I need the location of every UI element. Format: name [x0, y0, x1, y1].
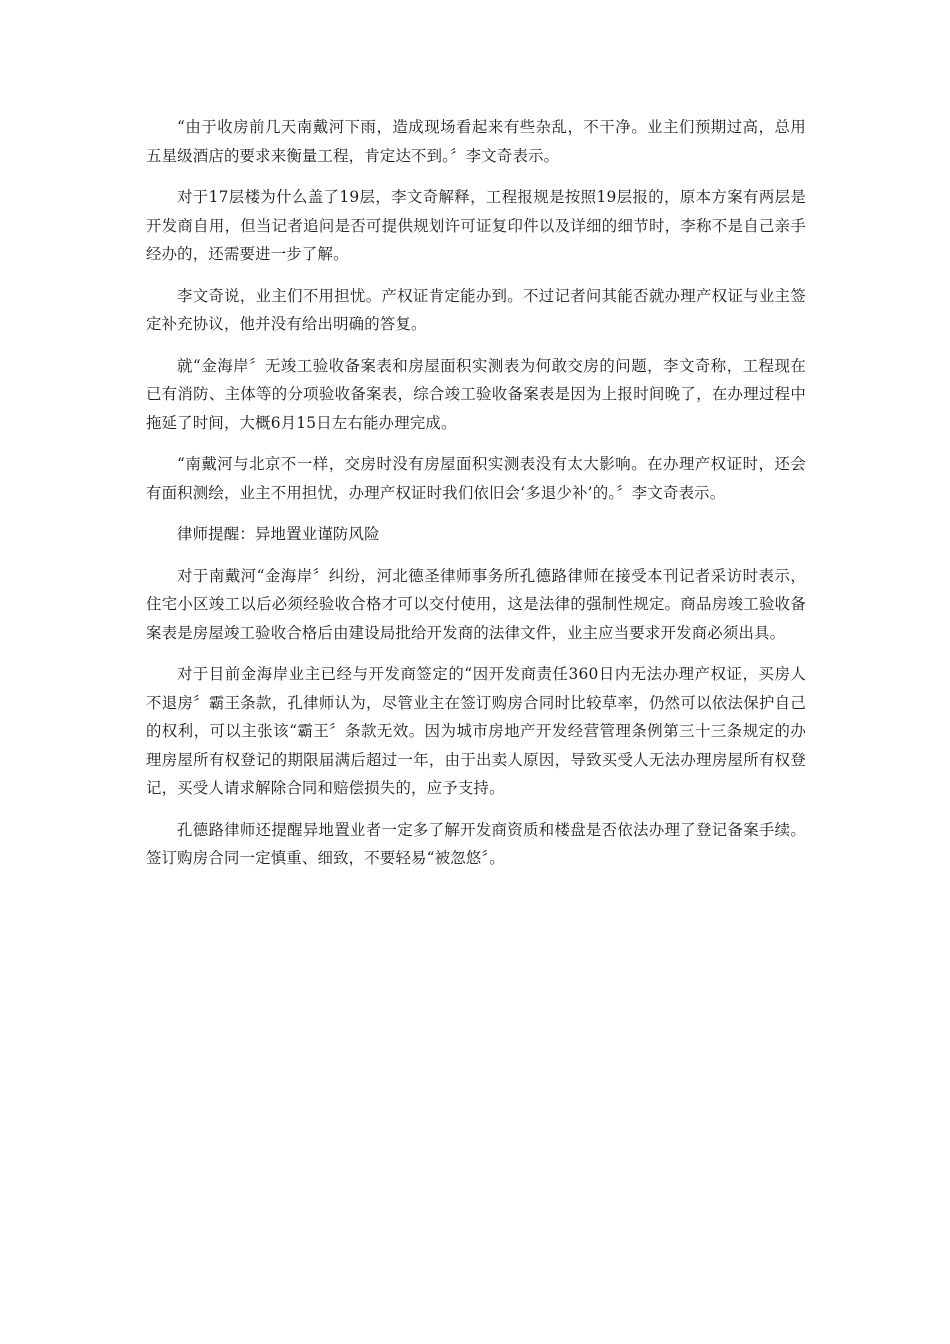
paragraph-lawyer-opinion: 对于南戴河“金海岸〞纠纷，河北德圣律师事务所孔德路律师在接受本刊记者采访时表示，住宅小区竣工以后必须经验收合格才可以交付使用，这是法律的强制性规定。商品房竣工验收备案表是房屋竣工验收合格后由建设局批给开发商的法律文件，业主应当要求开发商必须出具。: [146, 566, 806, 642]
paragraph-quote-area-survey: “南戴河与北京不一样，交房时没有房屋面积实测表没有太大影响。在办理产权证时，还会有面积测绘，业主不用担忧，办理产权证时我们依旧会‘多退少补’的。〞李文奇表示。: [146, 455, 806, 502]
paragraph-unfair-clause: 对于目前金海岸业主已经与开发商签定的“因开发商责任360日内无法办理产权证，买房人不退房〞霸王条款，孔律师认为，尽管业主在签订购房合同时比较草率，仍然可以依法保护自己的权利，可以主张该“霸王〞条款无效。因为城市房地产开发经营管理条例第三十三条规定的办理房屋所有权登记的期限届满后超过一年，由于出卖人原因，导致买受人无法办理房屋所有权登记，买受人请求解除合同和赔偿损失的，应予支持。: [146, 665, 806, 797]
paragraph-floor-count: 对于17层楼为什么盖了19层，李文奇解释，工程报规是按照19层报的，原本方案有两层是开发商自用，但当记者追问是否可提供规划许可证复印件以及详细的细节时，李称不是自己亲手经办的，还需要进一步了解。: [146, 188, 806, 263]
paragraph-quote-rain: “由于收房前几天南戴河下雨，造成现场看起来有些杂乱，不干净。业主们预期过高，总用五星级酒店的要求来衡量工程，肯定达不到。〞李文奇表示。: [146, 118, 806, 165]
section-heading-lawyer-reminder: 律师提醒：异地置业谨防风险: [177, 525, 380, 543]
paragraph-acceptance-filing: 就“金海岸〞无竣工验收备案表和房屋面积实测表为何敢交房的问题，李文奇称，工程现在已有消防、主体等的分项验收备案表，综合竣工验收备案表是因为上报时间晚了，在办理过程中拖延了时间，大概6月15日左右能办理完成。: [146, 356, 806, 432]
paragraph-final-advice: 孔德路律师还提醒异地置业者一定多了解开发商资质和楼盘是否依法办理了登记备案手续。签订购房合同一定慎重、细致，不要轻易“被忽悠〞。: [146, 820, 806, 867]
paragraph-property-certificate: 李文奇说，业主们不用担忧。产权证肯定能办到。不过记者问其能否就办理产权证与业主签定补充协议，他并没有给出明确的答复。: [146, 286, 806, 333]
document-body: [146, 113, 806, 886]
